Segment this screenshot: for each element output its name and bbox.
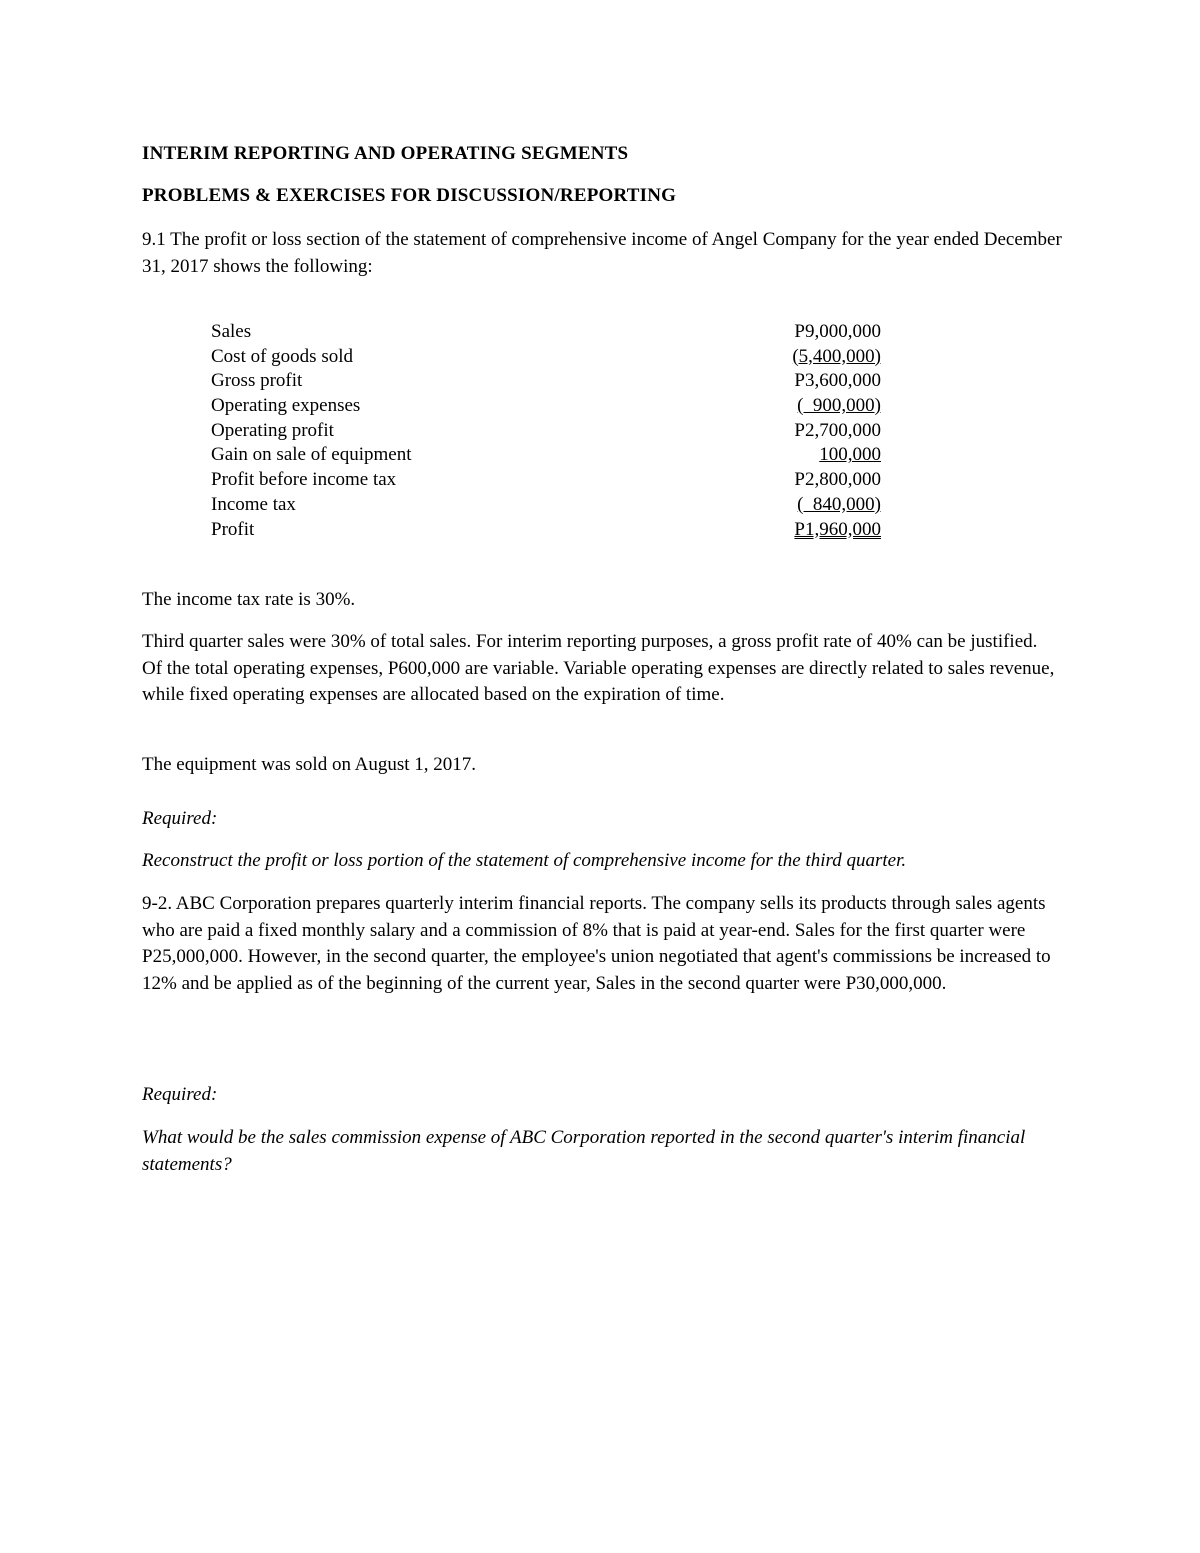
statement-row <box>211 419 881 444</box>
statement-row-amount: ( 900,000) <box>797 395 881 417</box>
statement-row <box>211 443 881 468</box>
statement-row-label: Operating expenses <box>211 395 361 417</box>
statement-row-amount: P3,600,000 <box>794 370 881 392</box>
income-statement-table <box>211 320 881 542</box>
statement-row-label: Gain on sale of equipment <box>211 444 412 466</box>
statement-row <box>211 394 881 419</box>
statement-row <box>211 345 881 370</box>
statement-row-amount: P2,700,000 <box>794 419 881 441</box>
statement-row-label: Sales <box>211 321 252 342</box>
statement-row-label: Gross profit <box>211 370 303 392</box>
statement-row-amount: P1,960,000 <box>794 518 881 540</box>
statement-row <box>211 468 881 493</box>
statement-row-amount: P2,800,000 <box>794 469 881 491</box>
statement-row-label: Income tax <box>211 493 296 515</box>
problem-2-required-label: Required: <box>142 1084 218 1105</box>
problem-2-text: 9-2. ABC Corporation prepares quarterly interim financial reports. The company sells its products through sales agents who are paid a fixed monthly salary and a commission of 8% that is paid at year-end. Sales for the first quarter were P25,000,000. However, in the second quarter, the employee's union negotiated that agent's commissions be increased to 12% and be applied as of the beginning of the current year, Sales in the second quarter were P30,000,000. <box>142 893 1051 994</box>
statement-row-label: Profit <box>211 518 255 540</box>
statement-row-label: Profit before income tax <box>211 469 397 491</box>
problem-1-required-label: Required: <box>142 808 218 829</box>
statement-row <box>211 369 881 394</box>
statement-row-amount: P9,000,000 <box>794 321 881 342</box>
equipment-sale-note: The equipment was sold on August 1, 2017. <box>142 754 477 775</box>
statement-row-amount: 100,000 <box>819 444 881 466</box>
statement-row-amount: ( 840,000) <box>797 493 881 515</box>
document-subtitle: PROBLEMS & EXERCISES FOR DISCUSSION/REPORTING <box>142 185 677 206</box>
problem-1-details: Third quarter sales were 30% of total sales. For interim reporting purposes, a gross profit rate of 40% can be justified. Of the total operating expenses, P600,000 are variable. Variable operating expenses are directly related to sales revenue, while fixed operating expenses are allocated based on the expiration of time. <box>142 631 1055 705</box>
tax-rate-note: The income tax rate is 30%. <box>142 589 356 610</box>
statement-row <box>211 518 881 543</box>
statement-row-label: Operating profit <box>211 419 334 441</box>
problem-1-intro: 9.1 The profit or loss section of the statement of comprehensive income of Angel Company for the year ended December 31, 2017 shows the following: <box>142 229 1062 277</box>
problem-1-required-text: Reconstruct the profit or loss portion of the statement of comprehensive income for the third quarter. <box>142 850 907 871</box>
statement-row-label: Cost of goods sold <box>211 345 353 367</box>
statement-row <box>211 493 881 518</box>
statement-row-amount: (5,400,000) <box>792 345 881 367</box>
document-title: INTERIM REPORTING AND OPERATING SEGMENTS <box>142 143 629 164</box>
problem-2-required-text: What would be the sales commission expense of ABC Corporation reported in the second quarter's interim financial statements? <box>142 1127 1026 1175</box>
statement-row <box>211 320 881 345</box>
